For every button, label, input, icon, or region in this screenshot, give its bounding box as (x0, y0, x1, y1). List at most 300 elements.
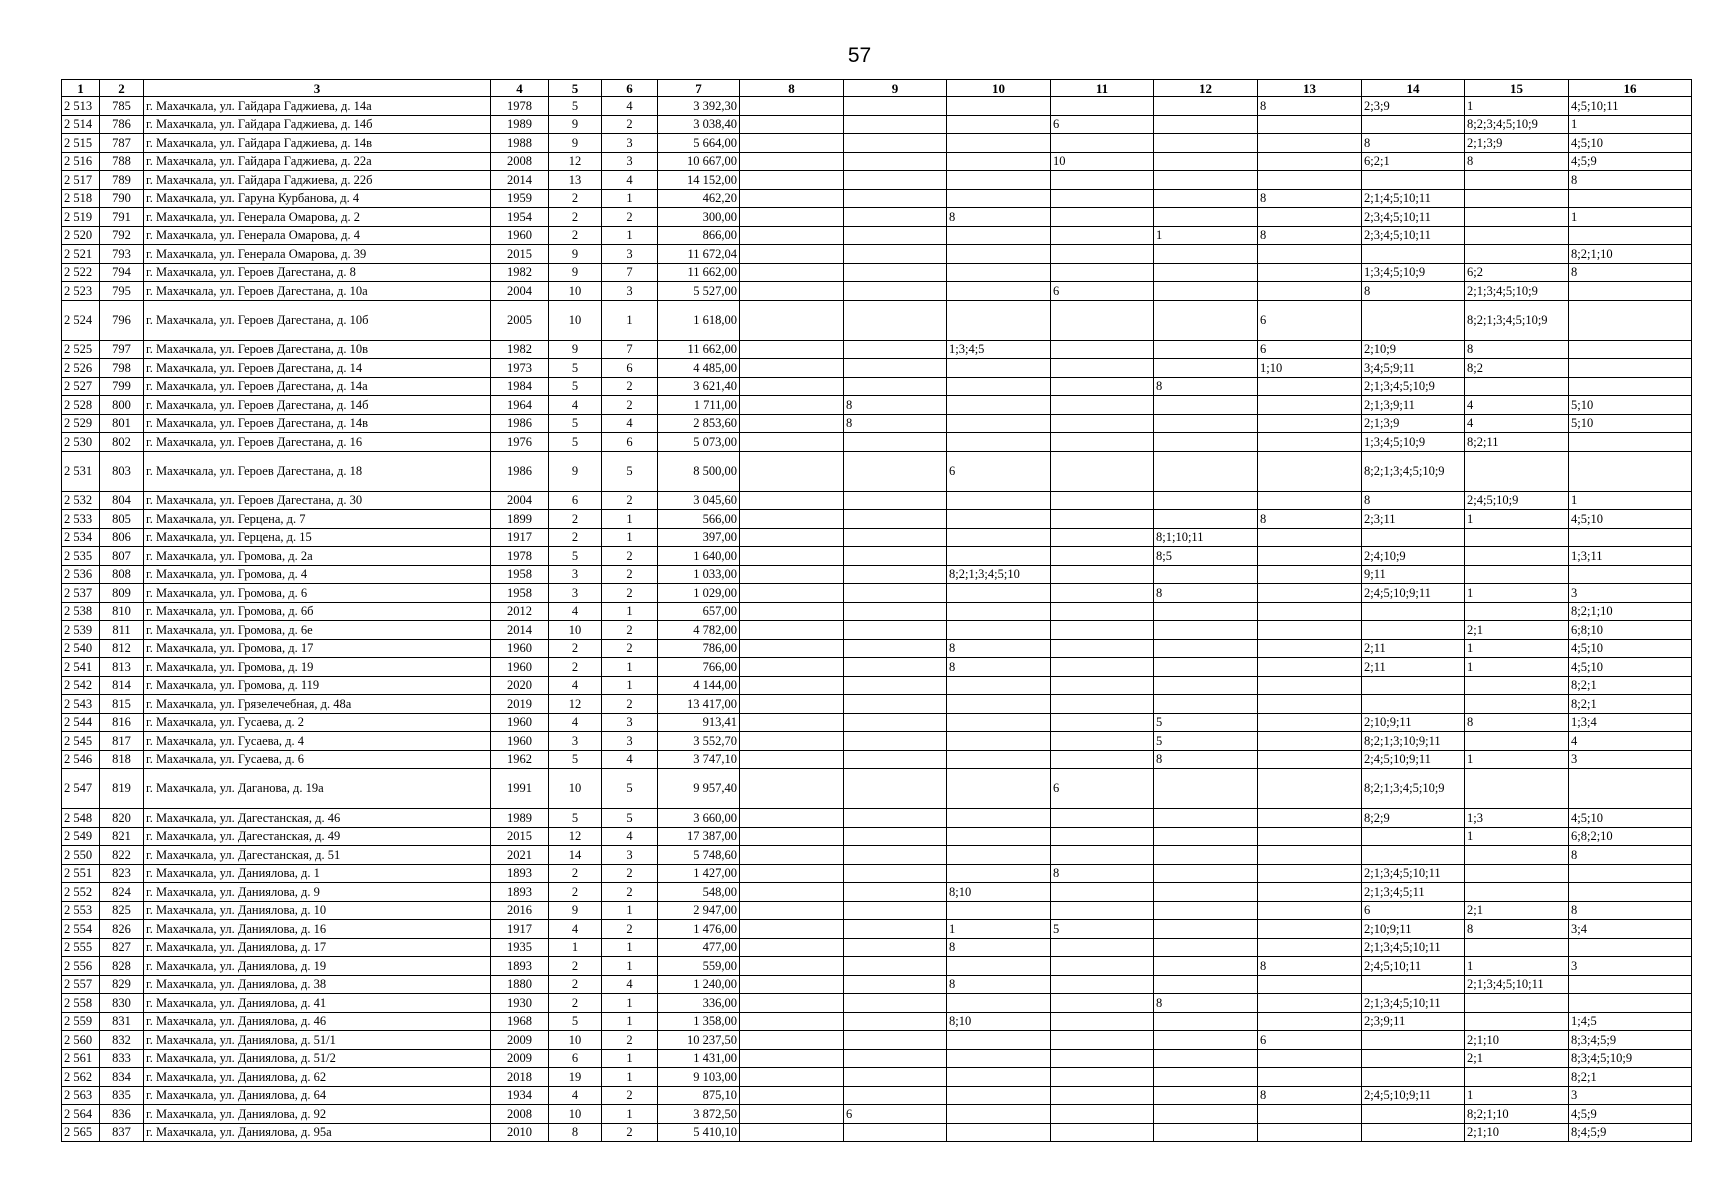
table-cell-col-3: г. Махачкала, ул. Гусаева, д. 4 (144, 732, 491, 751)
table-cell-col-12 (1154, 846, 1258, 865)
table-cell-col-3: г. Махачкала, ул. Гайдара Гаджиева, д. 14б (144, 115, 491, 134)
table-cell-col-13: 8 (1258, 510, 1362, 529)
table-cell-col-9 (844, 377, 947, 396)
table-cell-col-14: 2;4;5;10;9;11 (1362, 1086, 1465, 1105)
table-row (62, 491, 1692, 510)
table-cell-col-10 (947, 827, 1051, 846)
table-cell-col-15: 8;2;1;10 (1465, 1105, 1569, 1124)
table-cell-col-12 (1154, 1068, 1258, 1087)
table-cell-col-4: 2008 (491, 152, 549, 171)
table-cell-col-5: 6 (549, 491, 602, 510)
table-row (62, 957, 1692, 976)
table-row (62, 134, 1692, 153)
table-cell-col-14: 8;2;1;3;10;9;11 (1362, 732, 1465, 751)
table-cell-col-3: г. Махачкала, ул. Героев Дагестана, д. 10а (144, 282, 491, 301)
table-cell-col-1: 2 557 (62, 975, 100, 994)
table-cell-col-12: 8 (1154, 750, 1258, 769)
table-cell-col-5: 2 (549, 189, 602, 208)
table-cell-col-9 (844, 359, 947, 378)
table-cell-col-14: 2;10;9;11 (1362, 713, 1465, 732)
table-cell-col-11 (1051, 1049, 1154, 1068)
table-cell-col-10: 8;10 (947, 1012, 1051, 1031)
table-cell-col-9 (844, 732, 947, 751)
table-cell-col-16 (1569, 565, 1692, 584)
table-cell-col-1: 2 549 (62, 827, 100, 846)
table-cell-col-11 (1051, 732, 1154, 751)
table-cell-col-4: 2004 (491, 491, 549, 510)
table-cell-col-5: 10 (549, 300, 602, 340)
table-cell-col-2: 785 (100, 97, 144, 116)
table-cell-col-5: 8 (549, 1123, 602, 1142)
table-cell-col-10 (947, 584, 1051, 603)
table-cell-col-9 (844, 809, 947, 828)
table-cell-col-3: г. Махачкала, ул. Даганова, д. 19а (144, 769, 491, 809)
table-cell-col-8 (740, 769, 844, 809)
table-cell-col-16 (1569, 340, 1692, 359)
table-cell-col-11 (1051, 226, 1154, 245)
table-cell-col-9 (844, 846, 947, 865)
table-cell-col-14: 2;3;9;11 (1362, 1012, 1465, 1031)
table-cell-col-3: г. Махачкала, ул. Генерала Омарова, д. 39 (144, 245, 491, 264)
table-cell-col-8 (740, 359, 844, 378)
page-number: 57 (847, 44, 872, 67)
table-cell-col-7: 2 947,00 (658, 901, 740, 920)
table-cell-col-13: 1;10 (1258, 359, 1362, 378)
table-cell-col-7: 1 427,00 (658, 864, 740, 883)
column-header-16: 16 (1569, 80, 1692, 97)
table-cell-col-7: 2 853,60 (658, 414, 740, 433)
table-cell-col-11 (1051, 565, 1154, 584)
table-cell-col-3: г. Махачкала, ул. Гаруна Курбанова, д. 4 (144, 189, 491, 208)
column-header-1: 1 (62, 80, 100, 97)
table-cell-col-11 (1051, 134, 1154, 153)
table-cell-col-7: 3 660,00 (658, 809, 740, 828)
table-cell-col-8 (740, 732, 844, 751)
table-cell-col-13 (1258, 639, 1362, 658)
table-cell-col-6: 2 (602, 864, 658, 883)
table-cell-col-7: 1 029,00 (658, 584, 740, 603)
table-cell-col-1: 2 540 (62, 639, 100, 658)
table-cell-col-7: 548,00 (658, 883, 740, 902)
table-cell-col-7: 9 103,00 (658, 1068, 740, 1087)
table-cell-col-7: 462,20 (658, 189, 740, 208)
table-cell-col-1: 2 547 (62, 769, 100, 809)
table-cell-col-6: 3 (602, 134, 658, 153)
table-cell-col-12: 8 (1154, 377, 1258, 396)
table-cell-col-11 (1051, 602, 1154, 621)
table-row (62, 713, 1692, 732)
table-cell-col-12 (1154, 451, 1258, 491)
table-cell-col-8 (740, 226, 844, 245)
table-cell-col-2: 788 (100, 152, 144, 171)
table-row (62, 975, 1692, 994)
table-cell-col-9 (844, 957, 947, 976)
table-cell-col-4: 1989 (491, 809, 549, 828)
table-cell-col-5: 12 (549, 695, 602, 714)
table-cell-col-5: 5 (549, 97, 602, 116)
table-row (62, 1031, 1692, 1050)
table-cell-col-12 (1154, 340, 1258, 359)
table-cell-col-2: 798 (100, 359, 144, 378)
table-cell-col-5: 4 (549, 920, 602, 939)
table-cell-col-14 (1362, 621, 1465, 640)
table-cell-col-5: 5 (549, 359, 602, 378)
table-cell-col-2: 800 (100, 396, 144, 415)
table-cell-col-12 (1154, 414, 1258, 433)
table-cell-col-6: 2 (602, 396, 658, 415)
table-cell-col-9 (844, 713, 947, 732)
table-cell-col-16 (1569, 433, 1692, 452)
column-header-9: 9 (844, 80, 947, 97)
table-cell-col-15: 1;3 (1465, 809, 1569, 828)
table-cell-col-15: 1 (1465, 658, 1569, 677)
table-cell-col-3: г. Махачкала, ул. Гайдара Гаджиева, д. 22а (144, 152, 491, 171)
table-cell-col-4: 2010 (491, 1123, 549, 1142)
table-cell-col-5: 19 (549, 1068, 602, 1087)
table-cell-col-10 (947, 414, 1051, 433)
table-cell-col-13 (1258, 621, 1362, 640)
table-cell-col-8 (740, 189, 844, 208)
table-cell-col-4: 1930 (491, 994, 549, 1013)
table-cell-col-13 (1258, 938, 1362, 957)
table-cell-col-5: 9 (549, 115, 602, 134)
table-cell-col-3: г. Махачкала, ул. Героев Дагестана, д. 14б (144, 396, 491, 415)
table-cell-col-12 (1154, 938, 1258, 957)
table-cell-col-11 (1051, 827, 1154, 846)
table-cell-col-13 (1258, 451, 1362, 491)
table-cell-col-13 (1258, 396, 1362, 415)
table-cell-col-4: 1958 (491, 565, 549, 584)
table-cell-col-7: 3 872,50 (658, 1105, 740, 1124)
table-cell-col-15: 8 (1465, 920, 1569, 939)
table-cell-col-8 (740, 1068, 844, 1087)
table-row (62, 1105, 1692, 1124)
table-cell-col-7: 1 240,00 (658, 975, 740, 994)
table-cell-col-14: 2;10;9;11 (1362, 920, 1465, 939)
table-cell-col-12: 1 (1154, 226, 1258, 245)
table-cell-col-7: 397,00 (658, 528, 740, 547)
table-cell-col-13: 8 (1258, 957, 1362, 976)
table-cell-col-1: 2 522 (62, 263, 100, 282)
table-cell-col-6: 2 (602, 565, 658, 584)
table-cell-col-16: 8;2;1 (1569, 695, 1692, 714)
table-cell-col-16: 3 (1569, 584, 1692, 603)
table-cell-col-3: г. Махачкала, ул. Даниялова, д. 64 (144, 1086, 491, 1105)
table-cell-col-5: 2 (549, 528, 602, 547)
table-cell-col-10 (947, 750, 1051, 769)
table-cell-col-6: 1 (602, 528, 658, 547)
table-cell-col-13 (1258, 827, 1362, 846)
table-cell-col-8 (740, 115, 844, 134)
table-cell-col-1: 2 539 (62, 621, 100, 640)
table-cell-col-14: 2;3;9 (1362, 97, 1465, 116)
table-cell-col-1: 2 564 (62, 1105, 100, 1124)
table-cell-col-4: 1880 (491, 975, 549, 994)
table-cell-col-12 (1154, 171, 1258, 190)
table-cell-col-14 (1362, 602, 1465, 621)
table-cell-col-6: 4 (602, 171, 658, 190)
table-cell-col-4: 2012 (491, 602, 549, 621)
table-cell-col-5: 2 (549, 864, 602, 883)
table-cell-col-2: 792 (100, 226, 144, 245)
table-cell-col-14: 8;2;9 (1362, 809, 1465, 828)
table-cell-col-3: г. Махачкала, ул. Гусаева, д. 6 (144, 750, 491, 769)
table-cell-col-6: 3 (602, 282, 658, 301)
table-row (62, 263, 1692, 282)
table-cell-col-6: 3 (602, 732, 658, 751)
table-cell-col-11 (1051, 263, 1154, 282)
table-cell-col-13 (1258, 152, 1362, 171)
table-cell-col-14 (1362, 1123, 1465, 1142)
table-cell-col-15 (1465, 245, 1569, 264)
table-row (62, 451, 1692, 491)
table-cell-col-12: 8;1;10;11 (1154, 528, 1258, 547)
table-cell-col-13 (1258, 584, 1362, 603)
table-cell-col-4: 2009 (491, 1031, 549, 1050)
column-header-15: 15 (1465, 80, 1569, 97)
table-cell-col-5: 4 (549, 676, 602, 695)
table-cell-col-13 (1258, 676, 1362, 695)
table-cell-col-2: 810 (100, 602, 144, 621)
table-cell-col-11: 6 (1051, 115, 1154, 134)
table-cell-col-16: 8;3;4;5;10;9 (1569, 1049, 1692, 1068)
table-cell-col-1: 2 554 (62, 920, 100, 939)
table-row (62, 938, 1692, 957)
table-cell-col-2: 826 (100, 920, 144, 939)
table-cell-col-9 (844, 528, 947, 547)
table-cell-col-16 (1569, 359, 1692, 378)
table-cell-col-12 (1154, 901, 1258, 920)
table-cell-col-10 (947, 1123, 1051, 1142)
table-row (62, 152, 1692, 171)
table-cell-col-16 (1569, 189, 1692, 208)
table-cell-col-5: 10 (549, 282, 602, 301)
table-cell-col-16: 1 (1569, 491, 1692, 510)
table-cell-col-4: 1962 (491, 750, 549, 769)
table-cell-col-10 (947, 1049, 1051, 1068)
table-cell-col-10 (947, 846, 1051, 865)
table-cell-col-15 (1465, 226, 1569, 245)
table-cell-col-2: 811 (100, 621, 144, 640)
table-cell-col-1: 2 553 (62, 901, 100, 920)
table-cell-col-6: 2 (602, 883, 658, 902)
table-cell-col-12 (1154, 883, 1258, 902)
table-cell-col-13 (1258, 377, 1362, 396)
table-cell-col-15: 2;1 (1465, 901, 1569, 920)
table-cell-col-15: 8;2;11 (1465, 433, 1569, 452)
table-row (62, 1068, 1692, 1087)
table-cell-col-4: 1984 (491, 377, 549, 396)
table-cell-col-10: 8;10 (947, 883, 1051, 902)
table-cell-col-13 (1258, 1012, 1362, 1031)
table-cell-col-15: 2;1;10 (1465, 1123, 1569, 1142)
table-row (62, 226, 1692, 245)
table-cell-col-10 (947, 547, 1051, 566)
table-cell-col-2: 828 (100, 957, 144, 976)
table-row (62, 245, 1692, 264)
table-cell-col-5: 5 (549, 750, 602, 769)
table-cell-col-2: 793 (100, 245, 144, 264)
table-cell-col-8 (740, 1012, 844, 1031)
table-cell-col-1: 2 534 (62, 528, 100, 547)
table-row (62, 994, 1692, 1013)
table-cell-col-13 (1258, 1105, 1362, 1124)
table-cell-col-6: 1 (602, 938, 658, 957)
table-cell-col-15 (1465, 676, 1569, 695)
table-cell-col-7: 1 618,00 (658, 300, 740, 340)
housing-register-table (61, 79, 1692, 1142)
table-cell-col-16: 8;2;1 (1569, 676, 1692, 695)
table-cell-col-12 (1154, 152, 1258, 171)
table-cell-col-16 (1569, 282, 1692, 301)
table-row (62, 1086, 1692, 1105)
table-cell-col-16 (1569, 300, 1692, 340)
table-cell-col-12 (1154, 396, 1258, 415)
table-cell-col-12 (1154, 510, 1258, 529)
table-cell-col-10 (947, 377, 1051, 396)
table-cell-col-9 (844, 920, 947, 939)
table-cell-col-11 (1051, 658, 1154, 677)
table-cell-col-2: 802 (100, 433, 144, 452)
table-cell-col-3: г. Махачкала, ул. Даниялова, д. 1 (144, 864, 491, 883)
table-cell-col-7: 3 038,40 (658, 115, 740, 134)
table-cell-col-7: 566,00 (658, 510, 740, 529)
table-cell-col-12 (1154, 300, 1258, 340)
table-cell-col-9 (844, 658, 947, 677)
table-cell-col-15 (1465, 732, 1569, 751)
table-cell-col-4: 1982 (491, 263, 549, 282)
table-cell-col-12 (1154, 769, 1258, 809)
table-cell-col-11 (1051, 340, 1154, 359)
table-cell-col-16: 1;3;11 (1569, 547, 1692, 566)
table-cell-col-10: 8 (947, 938, 1051, 957)
table-cell-col-9 (844, 134, 947, 153)
table-cell-col-1: 2 565 (62, 1123, 100, 1142)
table-cell-col-12 (1154, 920, 1258, 939)
table-cell-col-13 (1258, 414, 1362, 433)
table-cell-col-10: 8;2;1;3;4;5;10 (947, 565, 1051, 584)
table-cell-col-15 (1465, 864, 1569, 883)
table-cell-col-7: 477,00 (658, 938, 740, 957)
table-cell-col-14: 2;3;4;5;10;11 (1362, 226, 1465, 245)
table-cell-col-3: г. Махачкала, ул. Грязелечебная, д. 48а (144, 695, 491, 714)
column-header-5: 5 (549, 80, 602, 97)
table-cell-col-15 (1465, 565, 1569, 584)
table-cell-col-1: 2 536 (62, 565, 100, 584)
table-cell-col-12 (1154, 957, 1258, 976)
table-cell-col-7: 875,10 (658, 1086, 740, 1105)
table-cell-col-8 (740, 713, 844, 732)
table-cell-col-10: 1;3;4;5 (947, 340, 1051, 359)
table-cell-col-7: 5 410,10 (658, 1123, 740, 1142)
table-cell-col-8 (740, 901, 844, 920)
table-cell-col-6: 6 (602, 359, 658, 378)
table-cell-col-12: 5 (1154, 713, 1258, 732)
table-cell-col-4: 1958 (491, 584, 549, 603)
table-cell-col-3: г. Махачкала, ул. Даниялова, д. 46 (144, 1012, 491, 1031)
table-cell-col-9 (844, 621, 947, 640)
table-cell-col-9 (844, 1068, 947, 1087)
table-cell-col-6: 4 (602, 97, 658, 116)
table-cell-col-15 (1465, 883, 1569, 902)
table-cell-col-11 (1051, 639, 1154, 658)
table-cell-col-3: г. Махачкала, ул. Героев Дагестана, д. 14 (144, 359, 491, 378)
table-cell-col-3: г. Махачкала, ул. Героев Дагестана, д. 14а (144, 377, 491, 396)
table-cell-col-10 (947, 300, 1051, 340)
table-cell-col-4: 1959 (491, 189, 549, 208)
table-cell-col-2: 813 (100, 658, 144, 677)
table-cell-col-8 (740, 846, 844, 865)
table-cell-col-4: 2014 (491, 621, 549, 640)
table-cell-col-7: 4 485,00 (658, 359, 740, 378)
table-cell-col-12 (1154, 658, 1258, 677)
table-cell-col-3: г. Махачкала, ул. Даниялова, д. 92 (144, 1105, 491, 1124)
table-cell-col-5: 9 (549, 901, 602, 920)
table-cell-col-2: 801 (100, 414, 144, 433)
table-cell-col-14 (1362, 1031, 1465, 1050)
table-cell-col-6: 2 (602, 639, 658, 658)
table-cell-col-3: г. Махачкала, ул. Герцена, д. 15 (144, 528, 491, 547)
table-cell-col-15 (1465, 1012, 1569, 1031)
table-cell-col-4: 2015 (491, 827, 549, 846)
table-cell-col-14: 2;4;5;10;11 (1362, 957, 1465, 976)
table-cell-col-14: 2;4;5;10;9;11 (1362, 750, 1465, 769)
table-cell-col-1: 2 538 (62, 602, 100, 621)
table-cell-col-1: 2 531 (62, 451, 100, 491)
table-cell-col-1: 2 545 (62, 732, 100, 751)
table-cell-col-8 (740, 1049, 844, 1068)
table-cell-col-12 (1154, 676, 1258, 695)
table-cell-col-11 (1051, 695, 1154, 714)
table-cell-col-1: 2 537 (62, 584, 100, 603)
table-cell-col-2: 790 (100, 189, 144, 208)
table-cell-col-3: г. Махачкала, ул. Гусаева, д. 2 (144, 713, 491, 732)
table-cell-col-3: г. Махачкала, ул. Громова, д. 6б (144, 602, 491, 621)
table-cell-col-10 (947, 134, 1051, 153)
table-cell-col-5: 5 (549, 809, 602, 828)
table-cell-col-9: 8 (844, 414, 947, 433)
table-cell-col-14: 2;1;3;4;5;11 (1362, 883, 1465, 902)
table-cell-col-7: 8 500,00 (658, 451, 740, 491)
table-cell-col-8 (740, 510, 844, 529)
table-cell-col-12 (1154, 282, 1258, 301)
table-cell-col-14: 2;1;3;9;11 (1362, 396, 1465, 415)
column-header-4: 4 (491, 80, 549, 97)
table-cell-col-9 (844, 491, 947, 510)
table-cell-col-6: 2 (602, 920, 658, 939)
table-cell-col-10 (947, 245, 1051, 264)
table-cell-col-15: 8 (1465, 340, 1569, 359)
table-cell-col-3: г. Махачкала, ул. Даниялова, д. 10 (144, 901, 491, 920)
table-cell-col-4: 1960 (491, 226, 549, 245)
table-cell-col-9 (844, 300, 947, 340)
table-cell-col-2: 803 (100, 451, 144, 491)
table-cell-col-15: 4 (1465, 396, 1569, 415)
table-row (62, 639, 1692, 658)
table-cell-col-3: г. Махачкала, ул. Гайдара Гаджиева, д. 22б (144, 171, 491, 190)
table-cell-col-5: 2 (549, 883, 602, 902)
table-cell-col-14: 8 (1362, 282, 1465, 301)
table-cell-col-3: г. Махачкала, ул. Даниялова, д. 62 (144, 1068, 491, 1087)
table-cell-col-6: 2 (602, 208, 658, 227)
table-cell-col-11 (1051, 451, 1154, 491)
table-cell-col-7: 5 748,60 (658, 846, 740, 865)
table-cell-col-1: 2 559 (62, 1012, 100, 1031)
column-header-3: 3 (144, 80, 491, 97)
table-cell-col-10 (947, 226, 1051, 245)
table-cell-col-13 (1258, 245, 1362, 264)
table-cell-col-14 (1362, 1049, 1465, 1068)
